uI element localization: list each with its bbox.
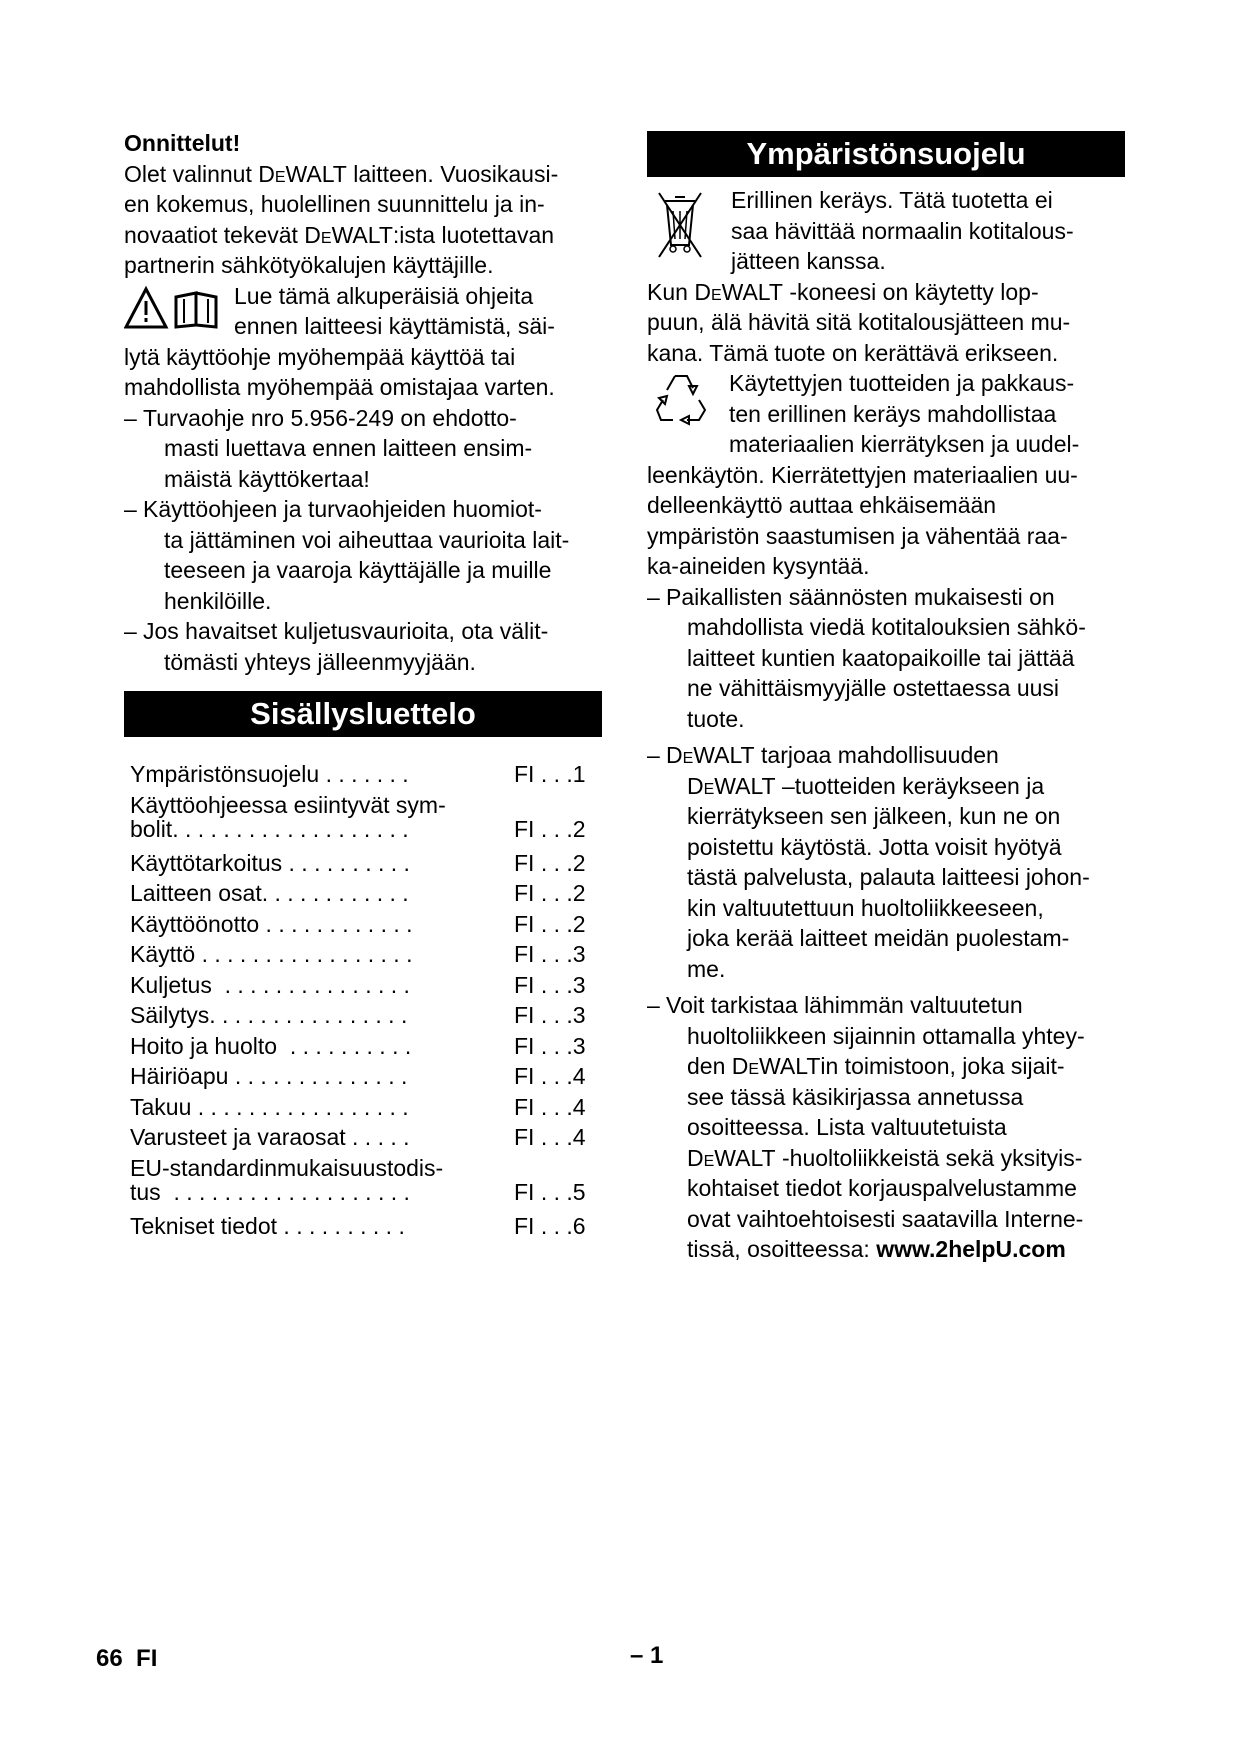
env-bullet-1 <box>647 582 1125 735</box>
bullet-text: tarjoaa mahdollisuuden <box>754 742 999 768</box>
toc-page-ref: FI . . .2 <box>514 880 586 906</box>
page-footer-center: – 1 <box>630 1642 664 1669</box>
toc-row[interactable] <box>130 1211 602 1242</box>
intro-text: laitteen. Vuosikausi- <box>346 160 559 187</box>
toc-row[interactable] <box>130 939 602 970</box>
toc-page-ref: FI . . .3 <box>514 941 586 967</box>
bullet-text: ne vähittäismyyjälle ostettaessa uusi <box>687 675 1060 701</box>
dash-marker: – <box>124 496 137 522</box>
recycle-line-5: delleenkäyttö auttaa ehkäisemään <box>647 492 997 518</box>
toc-row[interactable] <box>130 759 602 790</box>
bullet-text: Käyttöohjeen ja turvaohjeiden huomiot- <box>143 496 542 522</box>
weee-block <box>647 185 1125 277</box>
bullet-text: mahdollista viedä kotitalouksien sähkö- <box>687 614 1086 640</box>
bullet-text: teeseen ja vaaroja käyttäjälle ja muille <box>164 557 552 583</box>
toc-label: Käyttöohjeessa esiintyvät sym- <box>130 791 446 818</box>
toc-label: EU-standardinmukaisuustodis- <box>130 1154 444 1181</box>
bullet-text: laitteet kuntien kaatopaikoille tai jättää <box>687 644 1075 671</box>
intro-text: :ista luotettavan <box>392 221 555 248</box>
bullet-text: den <box>687 1053 732 1079</box>
toc-page-ref: FI . . .6 <box>514 1212 586 1239</box>
disposal-line-2: puun, älä hävitä sitä kotitalousjätteen mu- <box>647 309 1071 335</box>
congrats-heading: Onnittelut! <box>124 130 241 156</box>
bullet-text: mäistä käyttökertaa! <box>164 465 370 492</box>
brand-name: DeWALT <box>731 1053 821 1079</box>
bullet-text: -huoltoliikkeistä sekä yksityis- <box>775 1144 1083 1171</box>
toc-page-ref: FI . . .4 <box>514 1063 586 1089</box>
toc-label: Varusteet ja varaosat . . . . . <box>130 1124 410 1150</box>
page-number: 66 <box>96 1645 123 1672</box>
toc-row[interactable] <box>130 909 602 940</box>
toc-row[interactable] <box>130 1122 602 1153</box>
toc-page-ref: FI . . .2 <box>514 816 586 842</box>
bullet-text: in toimistoon, joka sijait- <box>820 1053 1065 1079</box>
bullet-text: me. <box>687 955 726 982</box>
toc-page-ref: FI . . .4 <box>514 1124 586 1150</box>
bullet-text: tuote. <box>687 705 745 732</box>
disposal-text: Kun <box>647 278 695 305</box>
bullet-text: ta jättäminen voi aiheuttaa vaurioita lait- <box>164 526 570 553</box>
toc-page-ref: FI . . .3 <box>514 1032 586 1059</box>
bullet-item <box>124 403 602 495</box>
toc-row[interactable] <box>130 1000 602 1031</box>
toc-page-ref: FI . . .3 <box>514 1002 586 1028</box>
bullet-text: kin valtuutettuun huoltoliikkeeseen, <box>687 894 1044 921</box>
brand-name: DeWALT <box>666 742 755 768</box>
bullet-text: tömästi yhteys jälleenmyyjään. <box>164 648 476 675</box>
brand-name: DeWALT <box>258 160 347 187</box>
bullet-text: henkilöille. <box>164 587 272 614</box>
toc-label: Takuu . . . . . . . . . . . . . . . . . <box>130 1093 409 1120</box>
recycle-line-1: Käytettyjen tuotteiden ja pakkaus- <box>729 370 1075 396</box>
weee-line-2: saa hävittää normaalin kotitalous- <box>731 217 1074 244</box>
toc-row[interactable] <box>130 970 602 1001</box>
dash-marker: – <box>647 992 660 1018</box>
page-footer-left <box>96 1644 157 1675</box>
recycle-block <box>647 368 1125 460</box>
bullet-text: kohtaiset tiedot korjauspalvelustamme <box>687 1175 1077 1201</box>
dash-marker: – <box>124 618 137 644</box>
bullet-text: poistettu käytöstä. Jotta voisit hyötyä <box>687 833 1062 860</box>
bullet-text: osoitteessa. Lista valtuutetuista <box>687 1114 1007 1140</box>
weee-line-1: Erillinen keräys. Tätä tuotetta ei <box>731 187 1053 213</box>
toc-row[interactable] <box>130 878 602 909</box>
env-bullet-3 <box>647 990 1125 1265</box>
toc-label: Käyttötarkoitus . . . . . . . . . . <box>130 849 410 876</box>
toc-label: Tekniset tiedot . . . . . . . . . . <box>130 1212 405 1239</box>
recycle-line-3: materiaalien kierrätyksen ja uudel- <box>729 431 1080 457</box>
bullet-text: tästä palvelusta, palauta laitteesi johon- <box>687 864 1090 890</box>
recycle-line-7: ka-aineiden kysyntää. <box>647 553 870 579</box>
toc-row[interactable] <box>130 1177 602 1208</box>
service-url-link[interactable]: www.2helpU.com <box>876 1236 1066 1262</box>
warning-book-icon <box>124 285 224 339</box>
env-bullet-2 <box>647 740 1125 984</box>
bullet-text: see tässä käsikirjassa annetussa <box>687 1083 1024 1110</box>
bullet-text: masti luettava ennen laitteen ensim- <box>164 435 533 461</box>
bullet-text: ovat vaihtoehtoisesti saatavilla Interne- <box>687 1205 1084 1232</box>
toc-label: Käyttö . . . . . . . . . . . . . . . . . <box>130 941 413 967</box>
toc-page-ref: FI . . .5 <box>514 1179 586 1205</box>
disposal-line-1 <box>647 277 1125 308</box>
recycle-icon <box>653 370 709 436</box>
toc-label: Käyttöönotto . . . . . . . . . . . . <box>130 910 413 937</box>
intro-line-2: en kokemus, huolellinen suunnittelu ja in- <box>124 191 545 217</box>
weee-line-3: jätteen kanssa. <box>731 248 886 274</box>
toc-page-ref: FI . . .4 <box>514 1093 586 1120</box>
toc-row[interactable] <box>130 1092 602 1123</box>
disposal-line-3: kana. Tämä tuote on kerättävä erikseen. <box>647 339 1059 366</box>
bullet-list <box>124 403 602 678</box>
recycle-line-4: leenkäytön. Kierrätettyjen materiaalien uu- <box>647 461 1078 488</box>
bullet-item <box>124 494 602 616</box>
bullet-text: kierrätykseen sen jälkeen, kun ne on <box>687 803 1061 829</box>
toc-row[interactable] <box>130 1061 602 1092</box>
toc-label: Häiriöapu . . . . . . . . . . . . . . <box>130 1063 408 1089</box>
toc-title-banner: Sisällysluettelo <box>124 691 602 737</box>
disposal-text: -koneesi on käytetty lop- <box>782 278 1039 305</box>
brand-name: DeWALT <box>687 772 776 799</box>
toc-row[interactable] <box>130 814 602 845</box>
toc-label: Säilytys. . . . . . . . . . . . . . . . <box>130 1002 408 1028</box>
recycle-line-6: ympäristön saastumisen ja vähentää raa- <box>647 522 1068 549</box>
toc-page-ref: FI . . .2 <box>514 849 586 876</box>
bullet-text: huoltoliikkeen sijainnin ottamalla yhtey- <box>687 1022 1085 1049</box>
dash-marker: – <box>647 742 660 768</box>
read-line-4: mahdollista myöhempää omistajaa varten. <box>124 374 555 400</box>
bullet-text: –tuotteiden keräykseen ja <box>775 772 1045 799</box>
toc-page-ref: FI . . .2 <box>514 910 586 937</box>
crossed-bin-icon <box>655 187 705 275</box>
toc-page-ref: FI . . .3 <box>514 971 586 998</box>
bullet-item <box>124 616 602 677</box>
read-line-1: Lue tämä alkuperäisiä ohjeita <box>234 282 534 309</box>
bullet-text: Turvaohje nro 5.956-249 on ehdotto- <box>143 404 517 431</box>
environment-title-banner: Ympäristönsuojelu <box>647 131 1125 177</box>
toc-label: Ympäristönsuojelu . . . . . . . <box>130 761 409 787</box>
right-column <box>647 131 1125 1265</box>
dash-marker: – <box>647 583 660 610</box>
toc-label: Hoito ja huolto . . . . . . . . . . <box>130 1032 412 1059</box>
recycle-line-2: ten erillinen keräys mahdollistaa <box>729 400 1057 427</box>
intro-line-1 <box>124 159 602 190</box>
read-line-2: ennen laitteesi käyttämistä, säi- <box>234 313 555 339</box>
brand-name: DeWALT <box>687 1144 776 1171</box>
brand-name: DeWALT <box>694 278 783 305</box>
table-of-contents <box>124 759 602 1241</box>
dash-marker: – <box>124 404 137 431</box>
read-line-3: lytä käyttöohje myöhempää käyttöä tai <box>124 343 516 370</box>
toc-page-ref: FI . . .1 <box>514 761 586 787</box>
intro-text: Olet valinnut <box>124 160 259 187</box>
language-code: FI <box>136 1645 158 1672</box>
brand-name: DeWALT <box>304 221 393 248</box>
toc-label: Laitteen osat. . . . . . . . . . . . <box>130 880 409 906</box>
toc-label: tus . . . . . . . . . . . . . . . . . . . <box>130 1179 410 1205</box>
toc-label: bolit. . . . . . . . . . . . . . . . . . . <box>130 816 409 842</box>
toc-row[interactable] <box>130 1031 602 1062</box>
bullet-text: joka kerää laitteet meidän puolestam- <box>687 925 1070 951</box>
left-column <box>124 128 602 1241</box>
intro-line-4: partnerin sähkötyökalujen käyttäjille. <box>124 252 494 278</box>
intro-line-3 <box>124 220 602 251</box>
intro-text: novaatiot tekevät <box>124 221 305 248</box>
bullet-text: Jos havaitset kuljetusvaurioita, ota välit- <box>143 618 549 644</box>
toc-row[interactable] <box>130 848 602 879</box>
bullet-text: tissä, osoitteessa: <box>687 1236 877 1262</box>
toc-label: Kuljetus . . . . . . . . . . . . . . . <box>130 971 410 998</box>
read-manual-block <box>124 281 602 403</box>
bullet-text: Paikallisten säännösten mukaisesti on <box>666 583 1055 610</box>
bullet-text: Voit tarkistaa lähimmän valtuutetun <box>666 992 1023 1018</box>
